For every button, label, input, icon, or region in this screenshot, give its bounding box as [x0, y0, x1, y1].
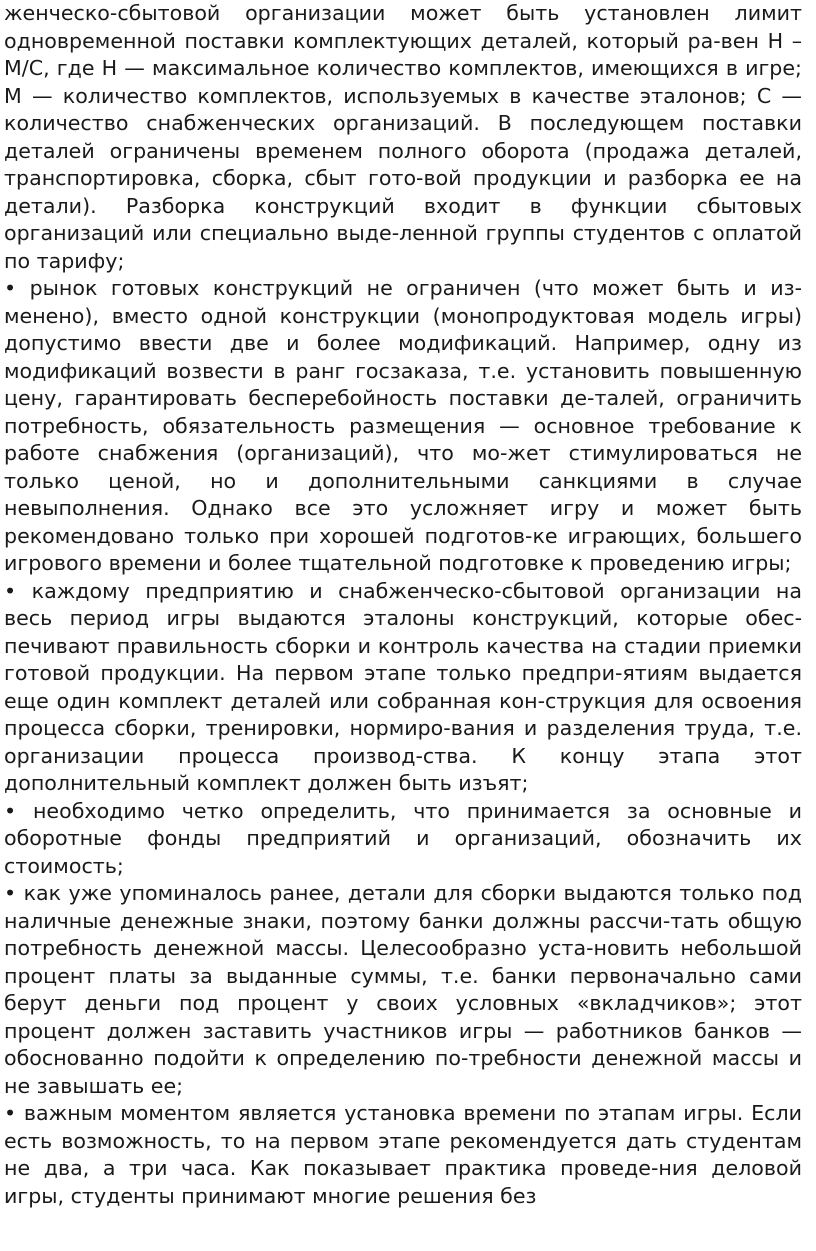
document-body: [4, 0, 802, 1210]
paragraph-market-constructions: • рынок готовых конструкций не ограничен (что может быть и из-менено), вместо одной конструкции (монопродуктовая модель игры) допустимо ввести две и более модификаций. Например, одну из модификаций возвести в ранг госзаказа, т.е. установить повышенную цену, гарантировать бесперебойность поставки де-талей, ограничить потребность, обязательность размещения — основное требование к работе снабжения (организаций), что мо-жет стимулироваться не только ценой, но и дополнительными санкциями в случае невыполнения. Однако все это усложняет игру и может быть рекомендовано только при хорошей подготов-ке играющих, большего игрового времени и более тщательной подготовке к проведению игры;: [4, 276, 802, 575]
paragraph-fixed-assets: • необходимо четко определить, что принимается за основные и оборотные фонды предприятий и организаций, обозначить их стоимость;: [4, 798, 802, 878]
paragraph-reference-designs: • каждому предприятию и снабженческо-сбытовой организации на весь период игры выдаются эталоны конструкций, которые обес-печивают правильность сборки и контроль качества на стадии приемки готовой продукции. На первом этапе только предпри-ятиям выдается еще один комплект деталей или собранная кон-струкция для освоения процесса сборки, тренировки, нормиро-вания и разделения труда, т.е. организации процесса производ-ства. К концу этапа этот дополнительный комплект должен быть изъят;: [4, 578, 802, 795]
paragraph-supply-limit: женческо-сбытовой организации может быть установлен лимит одновременной поставки комплектующих деталей, который ра-вен Н – М/С, где Н — максимальное количество комплектов, имеющихся в игре; М — количество комплектов, используемых в качестве эталонов; С — количество снабженческих организаций. В последующем поставки деталей ограничены временем полного оборота (продажа деталей, транспортировка, сборка, сбыт гото-вой продукции и разборка ее на детали). Разборка конструкций входит в функции сбытовых организаций или специально выде-ленной группы студентов с оплатой по тарифу;: [4, 1, 802, 273]
paragraph-time-stages: • важным моментом является установка времени по этапам игры. Если есть возможность, то на первом этапе рекомендуется дать студентам не два, а три часа. Как показывает практика проведе-ния деловой игры, студенты принимают многие решения без: [4, 1101, 802, 1208]
paragraph-banks-money: • как уже упоминалось ранее, детали для сборки выдаются только под наличные денежные знаки, поэтому банки должны рассчи-тать общую потребность денежной массы. Целесообразно уста-новить небольшой процент платы за выданные суммы, т.е. банки первоначально сами берут деньги под процент у своих условных «вкладчиков»; этот процент должен заставить участников игры — работников банков — обоснованно подойти к определению по-требности денежной массы и не завышать ее;: [4, 881, 802, 1098]
